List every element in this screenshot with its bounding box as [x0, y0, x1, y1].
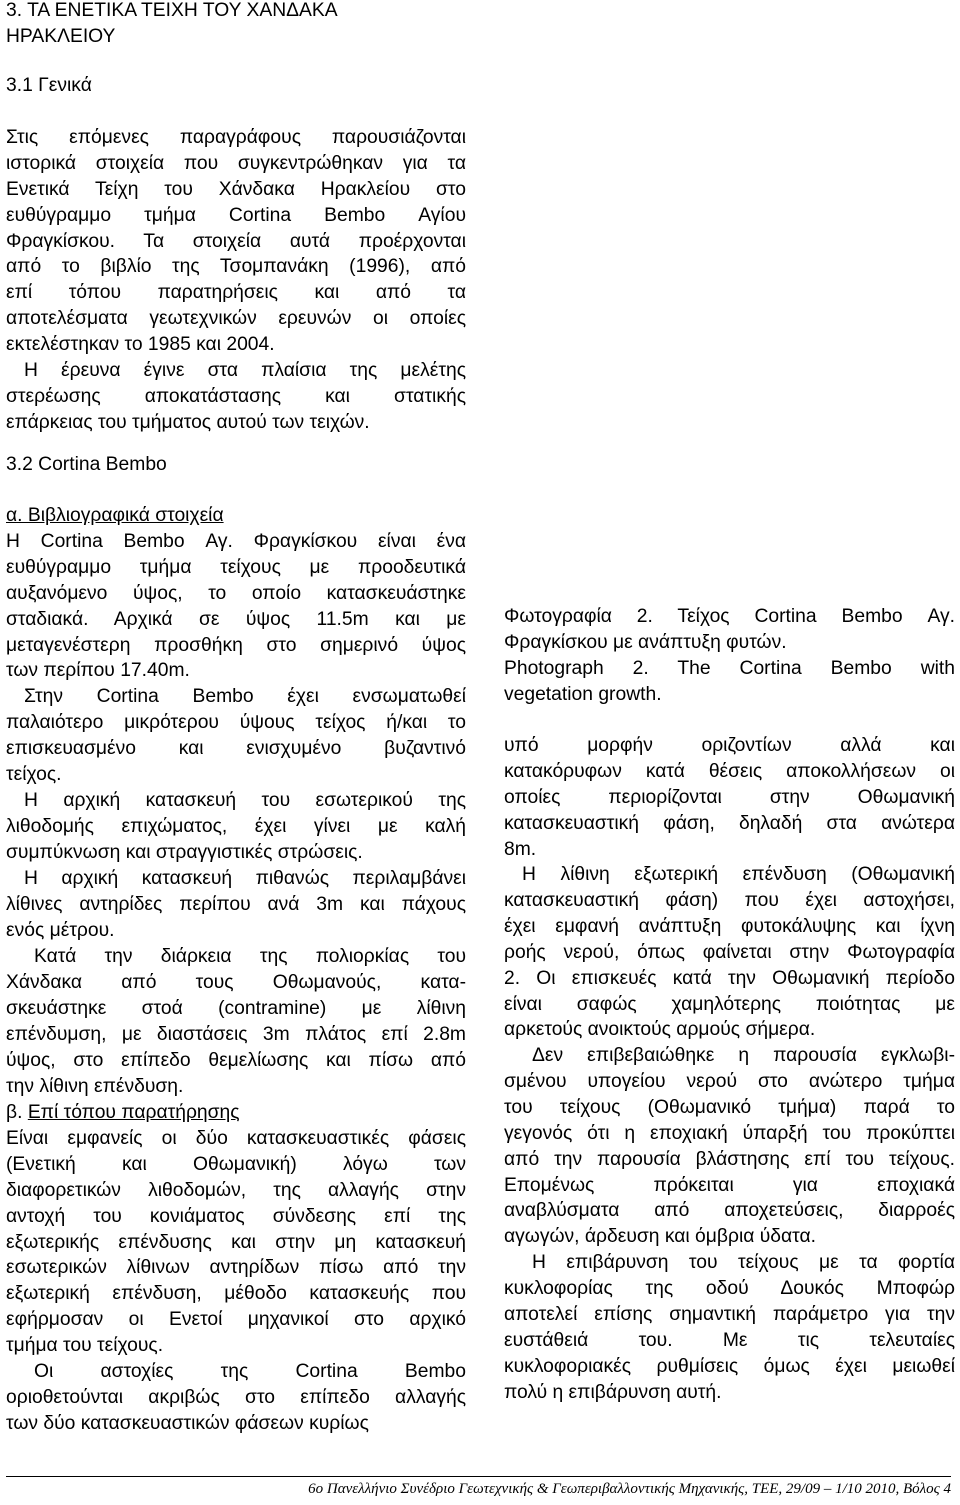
sub-a-title: α. Βιβλιογραφικά στοιχεία [6, 505, 224, 526]
sub-b-paragraph-2: οριοθετούνται ακριβώς στο επίπεδο αλλαγής των δύο κατασκευαστικών φάσεων κυρίως [6, 1387, 466, 1434]
right-paragraph-4-first: Η επιβάρυνση του τείχους με τα φορτία [532, 1252, 955, 1273]
section-title: 3. ΤΑ ΕΝΕΤΙΚΑ ΤΕΙΧΗ ΤΟΥ ΧΑΝΔΑΚΑ ΗΡΑΚΛΕΙΟΥ [6, 0, 338, 47]
right-paragraph-1: υπό μορφήν οριζοντίων αλλά και κατακόρυφων κατά θέσεις αποκολλήσεων οι οποίες περιορίζονται στην Οθωμανική κατασκευαστική φάση, δηλαδή στα ανώτερα 8m. [504, 735, 955, 860]
right-paragraph-4: κυκλοφορίας της οδού Δουκός Μποφώρ αποτελεί επίσης σημαντική παράμετρο για την ευστάθειά του. Με τις τελευταίες κυκλοφοριακές ρυθμίσεις όμως έχει μειωθεί πολύ η επιβάρυνση αυτή. [504, 1278, 955, 1403]
right-paragraph-3-first: Δεν επιβεβαιώθηκε η παρουσία εγκλωβι- [532, 1045, 955, 1066]
sub-b-paragraph-2-first: Οι αστοχίες της Cortina Bembo [34, 1361, 466, 1382]
right-paragraph-2: κατασκευαστική φάση) που έχει αστοχήσει, έχει εμφανή ανάπτυξη φυτοκάλυψης και ίχνη ροής νερού, όπως φαίνεται στην Φωτογραφία 2. Οι επισκευές κατά την Οθωμανική περίοδο είναι σαφώς χαμηλότερης ποιότητας με αρκετούς ανοικτούς αρμούς σήμερα. [504, 890, 955, 1041]
sub-a-paragraph-3-first: Η αρχική κατασκευή του εσωτερικού της [24, 790, 466, 811]
sub-a-paragraph-1: Η Cortina Bembo Αγ. Φραγκίσκου είναι ένα ευθύγραμμο τμήμα τείχους με προοδευτικά αυξανόμενο ύψος, το οποίο κατασκευάστηκε σταδιακά. Αρχικά σε ύψος 11.5m και με μεταγενέστερη προσθήκη στο σημερινό ύψος των περίπου 17.40m. [6, 531, 466, 682]
research-paragraph: Η έρευνα έγινε στα πλαίσια της μελέτης [24, 360, 466, 381]
right-paragraph-3: σμένου υπογείου νερού στο ανώτερο τμήμα του τείχους (Οθωμανικό τμήμα) παρά το γεγονός ότι η εποχιακή ύπαρξή του προκύπτει από την παρουσία βλάστησης επί του τείχους. Επομένως πρόκειται για εποχιακά αναβλύσματα από αποχετεύσεις, διαρροές αγωγών, άρδευση και όμβρια ύδατα. [504, 1071, 955, 1248]
sub-b-paragraph-1: Είναι εμφανείς οι δύο κατασκευαστικές φάσεις (Ενετική και Οθωμανική) λόγω των διαφορετικών λιθοδομών, της αλλαγής στην αντοχή του κονιάματος σύνδεσης επί της εξωτερικής επένδυσης και στην μη κατασκευή εσωτερικών λίθινων αντηρίδων πίσω από την εξωτερική επένδυση, μέθοδο κατασκευής που εφήρμοσαν οι Ενετοί μηχανικοί στο αρχικό τμήμα του τείχους. [6, 1128, 466, 1357]
sub-a-paragraph-3: λιθοδομής επιχώματος, έχει γίνει με καλή συμπύκνωση και στραγγιστικές στρώσεις. [6, 816, 466, 863]
page-footer: 6ο Πανελλήνιο Συνέδριο Γεωτεχνικής & Γεωπεριβαλλοντικής Μηχανικής, ΤΕΕ, 29/09 – 1/10 2010, Βόλος 4 [308, 1481, 951, 1497]
sub-a-paragraph-2: παλαιότερο μικρότερου ύψους τείχος ή/και το επισκευασμένο και ενισχυμένο βυζαντινό τείχος. [6, 712, 466, 785]
sub-a-paragraph-2-first: Στην Cortina Bembo έχει ενσωματωθεί [24, 686, 466, 707]
sub-a-paragraph-4: λίθινες αντηρίδες περίπου ανά 3m και πάχους ενός μέτρου. [6, 894, 466, 941]
intro-paragraph: Στις επόμενες παραγράφους παρουσιάζονται ιστορικά στοιχεία που συγκεντρώθηκαν για τα Ενετικά Τείχη του Χάνδακα Ηρακλείου στο ευθύγραμμο τμήμα Cortina Bembo Αγίου Φραγκίσκου. Τα στοιχεία αυτά προέρχονται από το βιβλίο της Τσομπανάκη (1996), από επί τόπου παρατηρήσεις και από τα αποτελέσματα γεωτεχνικών ερευνών οι οποίες εκτελέστηκαν το 1985 και 2004. [6, 127, 466, 356]
footer-rule [6, 1476, 951, 1477]
sub-a-paragraph-5-first: Κατά την διάρκεια της πολιορκίας του [34, 946, 466, 967]
right-paragraph-2-first: Η λίθινη εξωτερική επένδυση (Οθωμανική [522, 864, 955, 885]
research-paragraph-cont: στερέωσης αποκατάστασης και στατικής επάρκειας του τμήματος αυτού των τειχών. [6, 386, 466, 433]
subsection-3-2-title: 3.2 Cortina Bembo [6, 454, 167, 475]
photo-caption: Φωτογραφία 2. Τείχος Cortina Bembo Αγ. Φραγκίσκου με ανάπτυξη φυτών. Photograph 2. The Cortina Bembo with vegetation growth. [504, 606, 955, 705]
subsection-3-1-title: 3.1 Γενικά [6, 75, 92, 96]
sub-a-paragraph-5: Χάνδακα από τους Οθωμανούς, κατα- σκευάστηκε στοά (contramine) με λίθινη επένδυμση, με διαστάσεις 3m πλάτος επί 2.8m ύψος, στο επίπεδο θεμελίωσης και πίσω από την λίθινη επένδυση. [6, 972, 466, 1097]
sub-b-title: β. Επί τόπου παρατήρησης [6, 1102, 240, 1123]
sub-a-paragraph-4-first: Η αρχική κατασκευή πιθανώς περιλαμβάνει [24, 868, 466, 889]
